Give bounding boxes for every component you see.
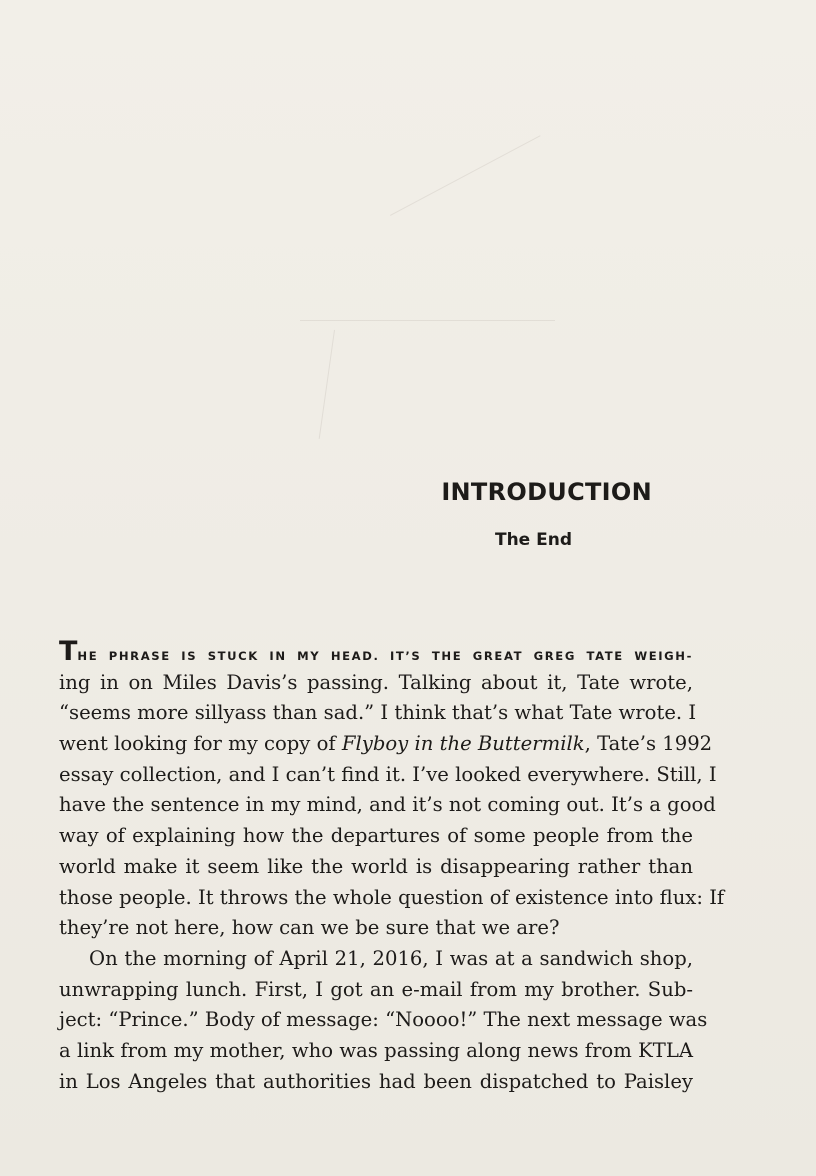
chapter-title: INTRODUCTION — [441, 478, 652, 506]
text-line: “seems more sillyass than sad.” I think that’s what Tate wrote. I — [59, 701, 697, 725]
text-line: essay collection, and I can’t find it. I’ve looked everywhere. Still, I — [59, 762, 717, 786]
text-line-segment: , Tate’s 1992 — [584, 732, 713, 756]
text-line: On the morning of April 21, 2016, I was at a sandwich shop, — [89, 946, 693, 970]
text-line — [59, 729, 713, 760]
text-line-segment: went looking for my copy of — [59, 732, 342, 756]
text-line: world make it seem like the world is disappearing rather than — [59, 854, 693, 878]
text-line: have the sentence in my mind, and it’s not coming out. It’s a good — [59, 793, 716, 817]
text-line: those people. It throws the whole question of existence into flux: If — [59, 885, 725, 909]
page-crease — [300, 320, 555, 321]
drop-cap: T — [59, 636, 78, 667]
text-line: unwrapping lunch. First, I got an e-mail from my brother. Sub- — [59, 977, 693, 1001]
page-crease — [319, 330, 335, 439]
text-line: in Los Angeles that authorities had been dispatched to Paisley — [59, 1069, 693, 1093]
paragraph-opening-line — [59, 637, 693, 668]
opening-small-caps: HE PHRASE IS STUCK IN MY HEAD. IT’S THE GREAT GREG TATE WEIGH- — [77, 649, 693, 663]
text-line: ject: “Prince.” Body of message: “Noooo!” The next message was — [59, 1008, 708, 1032]
text-line: they’re not here, how can we be sure that we are? — [59, 916, 560, 940]
book-title-italic: Flyboy in the Buttermilk — [341, 732, 585, 756]
text-line: way of explaining how the departures of some people from the — [59, 824, 693, 848]
text-line: a link from my mother, who was passing along news from KTLA — [59, 1038, 693, 1062]
page-crease — [390, 135, 541, 216]
body-text — [59, 636, 725, 1097]
chapter-subtitle: The End — [494, 530, 572, 550]
text-line: ing in on Miles Davis’s passing. Talking about it, Tate wrote, — [59, 670, 693, 694]
